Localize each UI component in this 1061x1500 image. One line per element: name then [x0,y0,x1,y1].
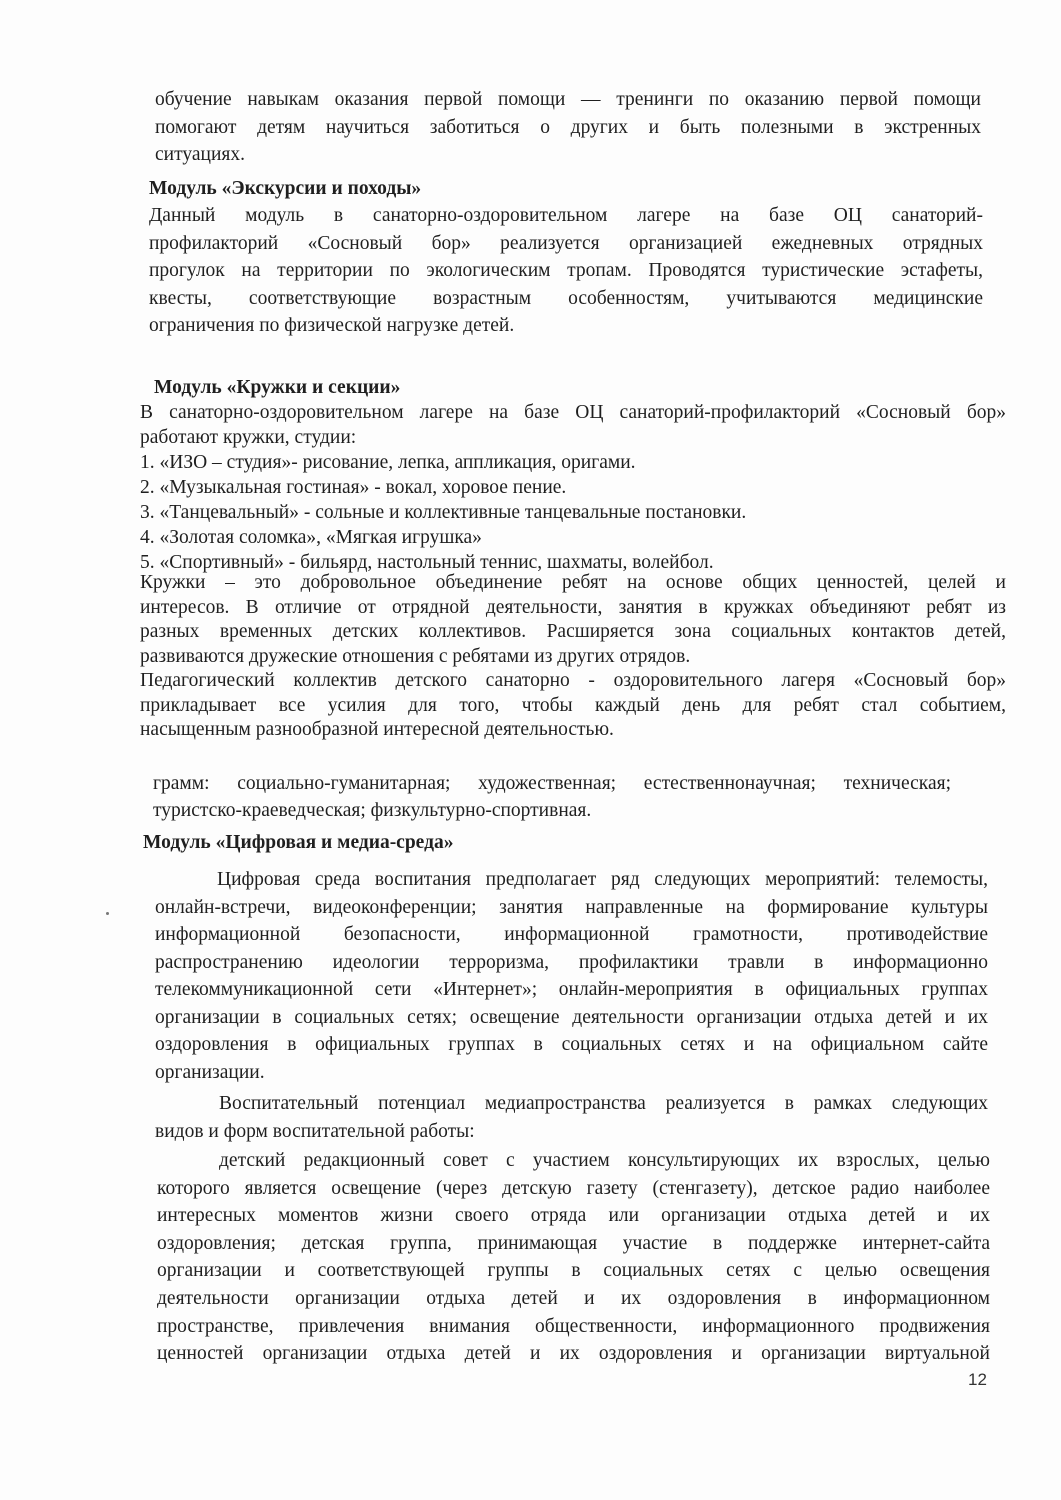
text-line: разных временных детских коллективов. Расширяется зона социальных контактов детей, [140,621,1006,642]
text-line: ограничения по физической нагрузке детей. [149,315,515,336]
text-line: организации и соответствующей группы в социальных сетях с целью освещения [157,1260,990,1282]
text-line: помогают детям научиться заботиться о других и быть полезными в экстренных [155,116,981,138]
text-line: туристско-краеведческая; физкультурно-спортивная. [153,800,592,821]
text-line: видов и форм воспитательной работы: [155,1120,475,1142]
text-line: прикладывает все усилия для того, чтобы каждый день для ребят стал событием, [140,694,1006,716]
clubs-intro [140,400,1006,450]
text-line: организации. [155,1061,265,1083]
text-line: квесты, соответствующие возрастным особенностям, учитываются медицинские [149,287,983,309]
text-line: информационной безопасности, информационной грамотности, противодействие [155,924,988,945]
first-aid-paragraph [155,86,981,169]
text-line: оздоровления в официальных группах в социальных сетях и на официальном сайте [155,1034,988,1055]
text-line: обучение навыкам оказания первой помощи — тренинги по оказанию первой помощи [155,89,981,110]
clubs-list [140,450,1006,575]
scan-speck [106,912,109,915]
digital-heading: Модуль «Цифровая и медиа-среда» [143,832,454,853]
text-line: профилакторий «Сосновый бор» реализуется организацией ежедневных отрядных [149,232,983,254]
clubs-paragraph-2 [140,669,1006,743]
list-item: 1. «ИЗО – студия»- рисование, лепка, аппликация, оригами. [140,452,636,473]
list-item: 4. «Золотая соломка», «Мягкая игрушка» [140,527,482,548]
excursions-heading: Модуль «Экскурсии и походы» [149,178,422,199]
text-line: развиваются дружеские отношения с ребятами из других отрядов. [140,645,691,667]
text-line: онлайн-встречи, видеоконференции; занятия направленные на формирование культуры [155,896,988,918]
text-line: оздоровления; детская группа, принимающая участие в поддержке интернет-сайта [157,1232,990,1254]
text-line: ценностей организации отдыха детей и их оздоровления и организации виртуальной [157,1343,990,1365]
text-line: Педагогический коллектив детского санаторно - оздоровительного лагеря «Сосновый бор» [140,670,1006,691]
text-line: насыщенным разнообразной интересной деятельностью. [140,719,614,740]
text-line: интересов. В отличие от отрядной деятельности, занятия в кружках объединяют ребят из [140,596,1006,618]
text-line: деятельности организации отдыха детей и их оздоровления в информационном [157,1287,990,1309]
text-line: Цифровая среда воспитания предполагает ряд следующих мероприятий: телемосты, [217,869,988,890]
text-line: Кружки – это добровольное объединение ребят на основе общих ценностей, целей и [140,572,1006,593]
text-line: В санаторно-оздоровительном лагере на базе ОЦ санаторий-профилакторий «Сосновый бор» [140,402,1006,423]
text-line: распространению идеологии терроризма, профилактики травли в информационно [155,951,988,973]
excursions-paragraph [149,202,983,340]
text-line: работают кружки, студии: [140,427,357,448]
list-item: 5. «Спортивный» - бильярд, настольный теннис, шахматы, волейбол. [140,552,714,573]
text-line: интересных моментов жизни своего отряда или организации отдыха детей и их [157,1205,990,1227]
digital-paragraph-1 [155,866,988,1086]
page-number: 12 [968,1370,987,1389]
list-item: 2. «Музыкальная гостиная» - вокал, хоровое пение. [140,477,567,498]
programs-paragraph [153,770,951,824]
text-line: организации в социальных сетях; освещение деятельности организации отдыха детей и их [155,1006,988,1028]
clubs-paragraph-1 [140,571,1006,669]
list-item: 3. «Танцевальный» - сольные и коллективные танцевальные постановки. [140,502,747,523]
text-line: Воспитательный потенциал медиапространства реализуется в рамках следующих [219,1093,988,1114]
text-line: детский редакционный совет с участием консультирующих их взрослых, целью [219,1150,990,1171]
text-line: ситуациях. [155,144,245,165]
clubs-heading: Модуль «Кружки и секции» [154,377,401,398]
digital-paragraph-3 [157,1147,990,1368]
digital-paragraph-2 [155,1090,988,1145]
text-line: которого является освещение (через детскую газету (стенгазету), детское радио наиболее [157,1177,990,1199]
text-line: телекоммуникационной сети «Интернет»; онлайн-мероприятия в официальных группах [155,979,988,1000]
text-line: прогулок на территории по экологическим тропам. Проводятся туристические эстафеты, [149,260,983,281]
text-line: грамм: социально-гуманитарная; художественная; естественнонаучная; техническая; [153,773,951,794]
text-line: пространстве, привлечения внимания общественности, информационного продвижения [157,1315,990,1337]
text-line: Данный модуль в санаторно-оздоровительном лагере на базе ОЦ санаторий- [149,205,983,226]
